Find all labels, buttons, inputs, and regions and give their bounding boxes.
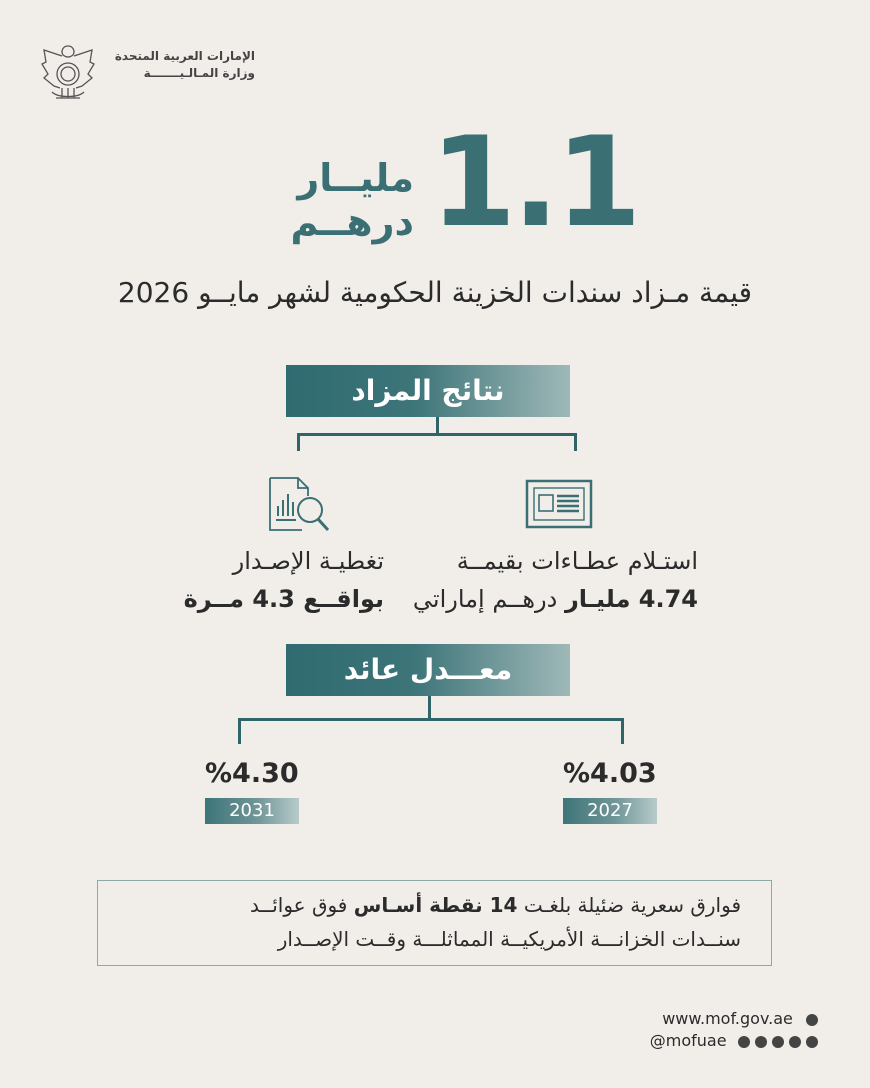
results-connector-left bbox=[297, 433, 300, 451]
linkedin-icon[interactable] bbox=[789, 1036, 801, 1048]
yield-connector-bar bbox=[238, 718, 624, 721]
note-pre: فوارق سعرية ضئيلة بلغـت bbox=[517, 893, 741, 917]
spread-note-line1 bbox=[250, 893, 741, 917]
results-connector-bar bbox=[297, 433, 577, 436]
hero-value: 1.1 bbox=[430, 111, 638, 255]
yield-connector-left bbox=[238, 718, 241, 744]
footer-social bbox=[650, 1031, 818, 1050]
note-post: فوق عوائــد bbox=[249, 893, 354, 917]
org-name-line1: الإمارات العربية المتحدة bbox=[114, 49, 255, 63]
website-link[interactable]: www.mof.gov.ae bbox=[662, 1009, 793, 1028]
footer-website[interactable] bbox=[662, 1009, 818, 1028]
globe-icon bbox=[806, 1014, 818, 1026]
bids-line1: استـلام عطـاءات بقيمــة bbox=[456, 547, 698, 575]
hero-unit-line2: درهــم bbox=[290, 200, 414, 244]
x-icon[interactable] bbox=[755, 1036, 767, 1048]
bids-line2 bbox=[413, 580, 698, 618]
yield-connector-stem bbox=[428, 696, 431, 720]
document-search-icon bbox=[262, 472, 334, 536]
results-connector-right bbox=[574, 433, 577, 451]
hero-subtitle: قيمة مـزاد سندات الخزينة الحكومية لشهر مايــو 2026 bbox=[117, 276, 753, 309]
yield-value-2027: %4.03 bbox=[563, 758, 657, 789]
facebook-icon[interactable] bbox=[806, 1036, 818, 1048]
hero-unit-line1: مليــار bbox=[297, 156, 414, 200]
bids-text bbox=[413, 542, 698, 618]
spread-note-box bbox=[97, 880, 772, 966]
certificate-icon bbox=[524, 474, 594, 534]
youtube-icon[interactable] bbox=[772, 1036, 784, 1048]
instagram-icon[interactable] bbox=[738, 1036, 750, 1048]
coverage-text bbox=[184, 542, 384, 618]
spread-note-line2: سنــدات الخزانـــة الأمريكيــة المماثلـــة وقــت الإصــدار bbox=[277, 927, 741, 951]
yield-banner: معـــدل عائد bbox=[286, 644, 570, 696]
social-handle[interactable]: @mofuae bbox=[649, 1031, 727, 1050]
uae-emblem-icon bbox=[38, 40, 98, 106]
yield-year-2031: 2031 bbox=[205, 798, 299, 824]
coverage-line2: بواقــع 4.3 مــرة bbox=[183, 585, 384, 613]
results-banner: نتائج المزاد bbox=[286, 365, 570, 417]
coverage-line1: تغطيـة الإصـدار bbox=[232, 547, 384, 575]
org-name bbox=[115, 48, 255, 82]
note-bold: 14 نقطة أسـاس bbox=[353, 893, 518, 917]
yield-value-2031: %4.30 bbox=[205, 758, 299, 789]
yield-year-2027: 2027 bbox=[563, 798, 657, 824]
yield-connector-right bbox=[621, 718, 624, 744]
org-name-line2: وزارة المـالـيـــــــة bbox=[143, 66, 255, 80]
bids-amount: 4.74 مليـار bbox=[564, 585, 698, 613]
bids-currency: درهــم إماراتي bbox=[412, 585, 565, 613]
